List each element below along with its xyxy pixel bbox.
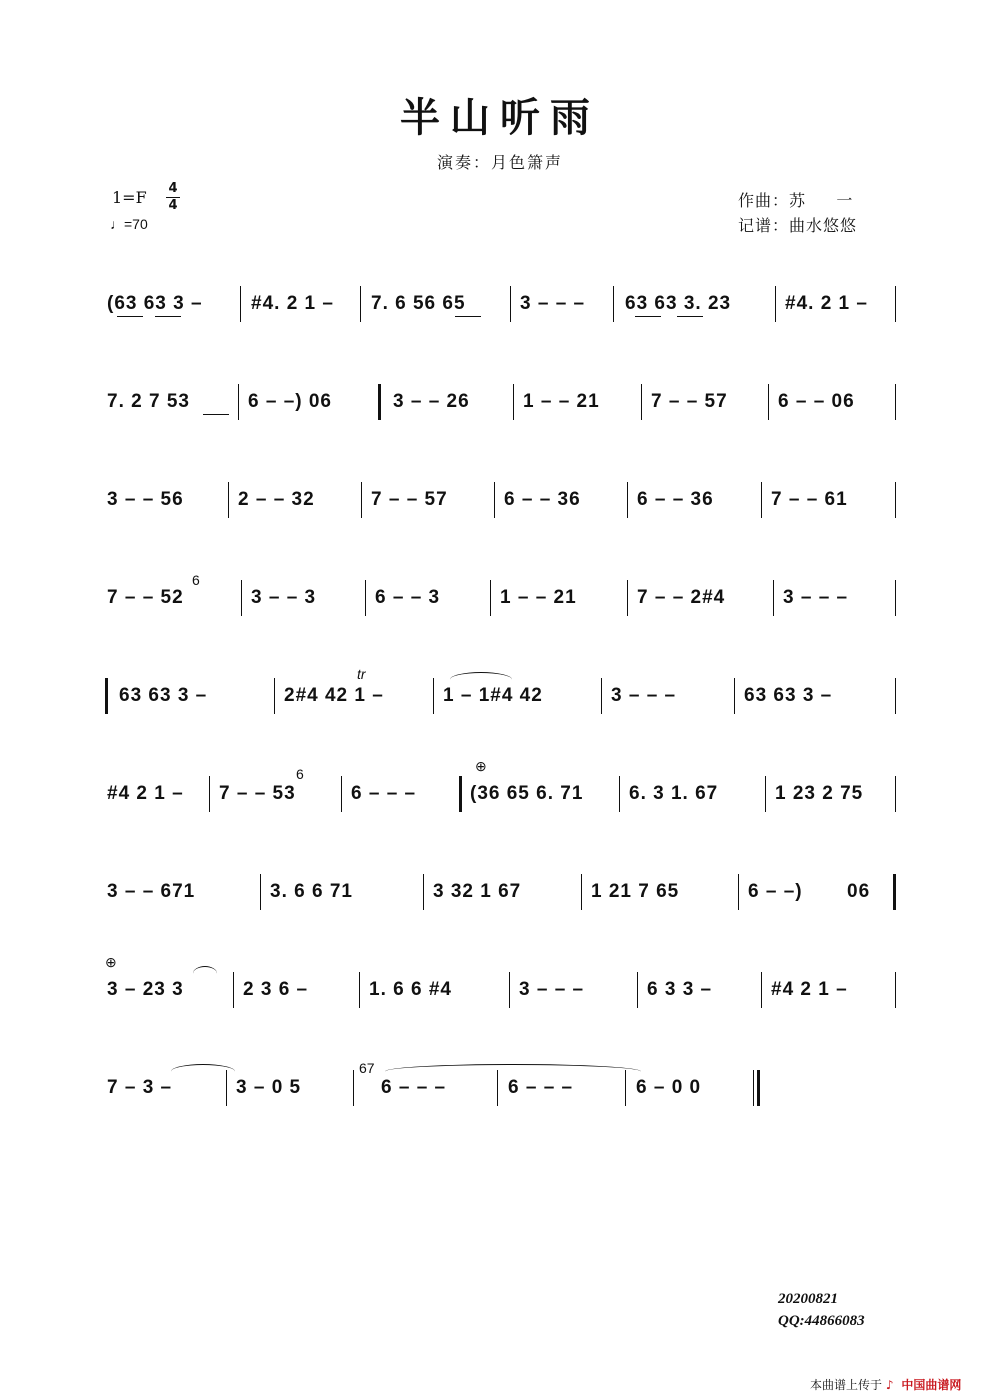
key-signature: 1=F [112, 188, 147, 207]
measure: 7 – – 52 [107, 587, 184, 608]
time-signature [166, 182, 180, 213]
barline [497, 1070, 498, 1106]
measure: 6 – –) 06 [248, 391, 332, 412]
measure: 7. 2 7 53 [107, 391, 190, 412]
barline [433, 678, 434, 714]
barline [581, 874, 582, 910]
final-barline-thick [757, 1070, 760, 1106]
barline [641, 384, 642, 420]
measure: #4. 2 1 – [251, 293, 334, 314]
qq-text: QQ:44866083 [778, 1313, 865, 1329]
measure: (63 63 3 – [107, 293, 203, 314]
barline [228, 482, 229, 518]
barline [625, 1070, 626, 1106]
grace-note: 6 [296, 766, 304, 782]
barline [240, 286, 241, 322]
barline [738, 874, 739, 910]
coda-sign: ⊕ [475, 758, 487, 774]
tempo-mark: ♩=70 [110, 216, 148, 232]
barline [895, 776, 896, 812]
score-row-2 [105, 380, 898, 420]
barline [627, 580, 628, 616]
beam [455, 316, 481, 317]
score-row-9 [105, 1060, 898, 1106]
site-logo-icon: ♪ [885, 1378, 894, 1392]
barline [895, 482, 896, 518]
measure: 3 – – 56 [107, 489, 184, 510]
measure: 1 – – 21 [500, 587, 577, 608]
measure: 3 – – 26 [393, 391, 470, 412]
beam [117, 316, 143, 317]
measure: 7 – – 57 [371, 489, 448, 510]
measure: 6. 3 1. 67 [629, 783, 719, 804]
score-row-3 [105, 478, 898, 518]
measure: 6 – – 36 [637, 489, 714, 510]
barline [494, 482, 495, 518]
score-row-5 [105, 666, 898, 714]
measure: 3 32 1 67 [433, 881, 522, 902]
barline [895, 678, 896, 714]
barline [226, 1070, 227, 1106]
barline [734, 678, 735, 714]
measure: 7 – – 2#4 [637, 587, 726, 608]
barline [768, 384, 769, 420]
barline [510, 286, 511, 322]
measure: 6 – – – [351, 783, 417, 804]
transcriber-credit: 记谱：曲水悠悠 [738, 216, 858, 235]
measure: 63 63 3 – [744, 685, 833, 706]
beam [635, 316, 661, 317]
score-title: 半山听雨 [400, 95, 600, 141]
composer-credit: 作曲：苏 一 [738, 191, 854, 210]
measure: 1 – – 21 [523, 391, 600, 412]
barline [627, 482, 628, 518]
trill-mark: tr [357, 666, 366, 682]
measure: 63 63 3 – [119, 685, 208, 706]
measure: 2 3 6 – [243, 979, 309, 1000]
measure: 1. 6 6 #4 [369, 979, 452, 1000]
barline [490, 580, 491, 616]
measure: 3 – 0 5 [236, 1077, 302, 1098]
measure: 6 – – 3 [375, 587, 441, 608]
score-row-6 [105, 758, 898, 812]
barline [637, 972, 638, 1008]
measure: #4 2 1 – [771, 979, 848, 1000]
repeat-start-barline [378, 384, 381, 420]
barline [233, 972, 234, 1008]
barline [260, 874, 261, 910]
measure: 7 – 3 – [107, 1077, 173, 1098]
site-name: 中国曲谱网 [901, 1378, 962, 1392]
barline [765, 776, 766, 812]
measure: 1 21 7 65 [591, 881, 680, 902]
barline [761, 972, 762, 1008]
measure: 3 – – – [611, 685, 677, 706]
barline [895, 972, 896, 1008]
coda-sign: ⊕ [105, 954, 117, 970]
measure: 1 23 2 75 [775, 783, 864, 804]
measure: 1 – 1#4 42 [443, 685, 543, 706]
barline [361, 482, 362, 518]
barline [274, 678, 275, 714]
slur [193, 966, 217, 981]
date-text: 20200821 [778, 1291, 838, 1307]
time-denominator: 4 [168, 198, 178, 213]
measure: 3. 6 6 71 [270, 881, 353, 902]
barline [513, 384, 514, 420]
measure: #4. 2 1 – [785, 293, 868, 314]
barline [895, 286, 896, 322]
measure: 2 – – 32 [238, 489, 315, 510]
upload-text: 本曲谱上传于 [810, 1378, 883, 1392]
measure: 06 [847, 881, 871, 902]
score-row-8 [105, 954, 898, 1008]
measure: 3 – – 3 [251, 587, 317, 608]
measure: #4 2 1 – [107, 783, 184, 804]
repeat-end-barline [893, 874, 896, 910]
measure: 3 – – – [520, 293, 586, 314]
measure: 3 – – – [783, 587, 849, 608]
measure: 6 – – 36 [504, 489, 581, 510]
barline [365, 580, 366, 616]
barline [895, 580, 896, 616]
score-row-1 [105, 282, 898, 322]
measure: (36 65 6. 71 [470, 783, 584, 804]
grace-note: 6 [192, 572, 200, 588]
measure: 6 – 0 0 [636, 1077, 702, 1098]
score-row-4 [105, 572, 898, 616]
barline [341, 776, 342, 812]
measure: 3 – – – [519, 979, 585, 1000]
barline [423, 874, 424, 910]
barline [238, 384, 239, 420]
measure: 6 – –) [748, 881, 803, 902]
measure: 6 – – – [508, 1077, 574, 1098]
measure: 3 – 23 3 [107, 979, 184, 1000]
beam [203, 414, 229, 415]
barline [209, 776, 210, 812]
measure: 2#4 42 1 – [284, 685, 384, 706]
measure: 3 – – 671 [107, 881, 196, 902]
barline [359, 972, 360, 1008]
measure: 7 – – 61 [771, 489, 848, 510]
measure: 7 – – 53 [219, 783, 296, 804]
barline [761, 482, 762, 518]
final-barline-thin [753, 1070, 754, 1106]
measure: 7 – – 57 [651, 391, 728, 412]
measure: 7. 6 56 65 [371, 293, 466, 314]
time-numerator: 4 [168, 181, 178, 196]
barline [895, 384, 896, 420]
beam [155, 316, 181, 317]
barline [241, 580, 242, 616]
score-row-7 [105, 870, 898, 910]
measure: 6 – – 06 [778, 391, 855, 412]
barline [509, 972, 510, 1008]
date-and-contact [778, 1288, 865, 1332]
barline [353, 1070, 354, 1106]
measure: 63 63 3. 23 [625, 293, 732, 314]
measure: 6 – – – [381, 1077, 447, 1098]
barline [619, 776, 620, 812]
grace-note: 67 [359, 1060, 375, 1076]
barline [775, 286, 776, 322]
barline [360, 286, 361, 322]
barline [773, 580, 774, 616]
repeat-start-barline [105, 678, 108, 714]
footer-credit [810, 1376, 961, 1393]
repeat-end-barline [459, 776, 462, 812]
beam [677, 316, 703, 317]
barline [601, 678, 602, 714]
barline [613, 286, 614, 322]
measure: 6 3 3 – [647, 979, 713, 1000]
performer-credit: 演奏：月色箫声 [436, 153, 563, 172]
